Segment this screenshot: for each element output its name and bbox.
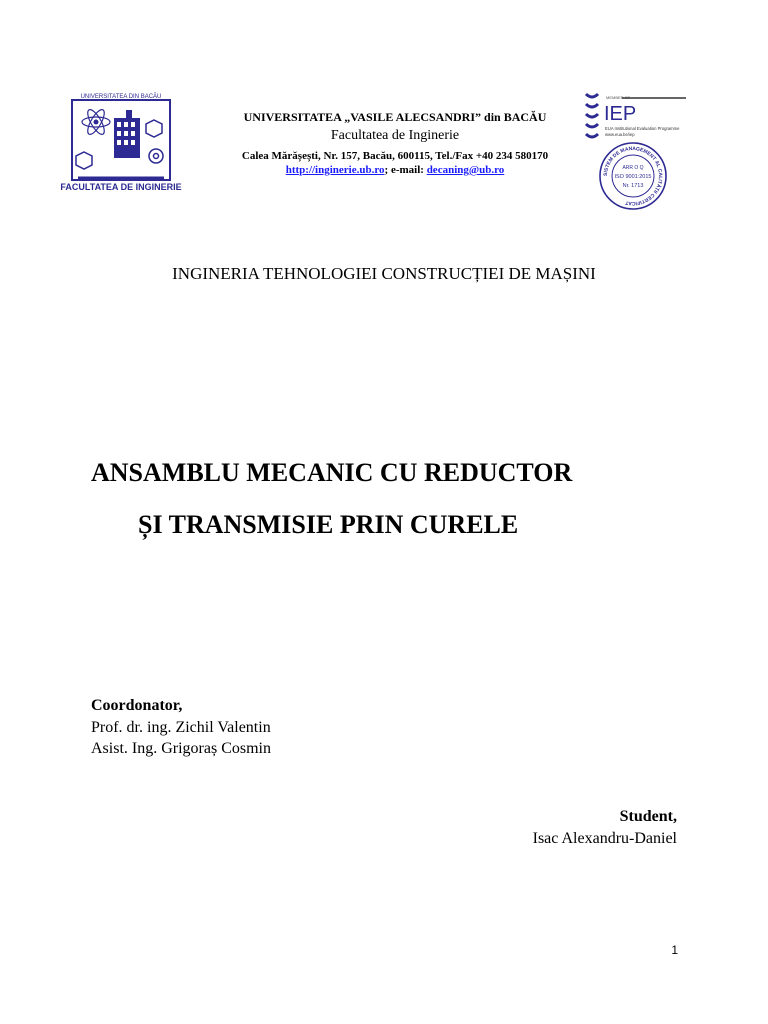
iep-url-text: www.eua.be/iep (605, 132, 635, 137)
student-name: Isac Alexandru-Daniel (532, 830, 677, 847)
seal-center-line-1: ARR O Q (622, 165, 644, 171)
seal-center-line-3: Nr. 1713 (622, 183, 644, 189)
student-label: Student, (619, 808, 677, 825)
study-program: INGINERIA TEHNOLOGIEI CONSTRUCȚIEI DE MAȘINI (172, 264, 596, 283)
faculty-logo (60, 90, 182, 194)
faculty-address: Calea Mărășești, Nr. 157, Bacău, 600115, Tel./Fax +40 234 580170 (241, 150, 549, 162)
iep-logo (582, 90, 690, 140)
seal-ring-text: SISTEM DE MANAGEMENT AL CALITĂȚII CERTIFICAT (602, 145, 664, 207)
email-prefix: ; e-mail: (384, 164, 427, 176)
page-number: 1 (671, 943, 678, 957)
logo-top-text: UNIVERSITATEA DIN BACĂU (80, 94, 162, 100)
iep-sub-text: EUA Institutional Evaluation Programme (605, 126, 680, 131)
project-title-line-1: ANSAMBLU MECANIC CU REDUCTOR (91, 458, 573, 487)
project-title-line-2: ȘI TRANSMISIE PRIN CURELE (138, 510, 519, 539)
email-link[interactable]: decaning@ub.ro (426, 164, 505, 176)
logo-bottom-text: FACULTATEA DE INGINERIE (60, 182, 182, 192)
website-link[interactable]: http://inginerie.ub.ro (285, 164, 385, 176)
university-name: UNIVERSITATEA „VASILE ALECSANDRI” din BACĂU (243, 110, 547, 124)
iep-main-text: IEP (604, 103, 637, 125)
coordinator-name: Prof. dr. ing. Zichil Valentin (91, 719, 271, 736)
seal-center-line-2: ISO 9001:2015 (614, 174, 652, 180)
faculty-name: Facultatea de Inginerie (330, 128, 460, 143)
iep-small-text: MEMBER OF (606, 95, 631, 100)
coordinator-label: Coordonator, (91, 697, 183, 714)
contact-line (190, 164, 600, 176)
iso-certification-seal (598, 141, 668, 211)
coordinator-name: Asist. Ing. Grigoraș Cosmin (91, 740, 271, 757)
